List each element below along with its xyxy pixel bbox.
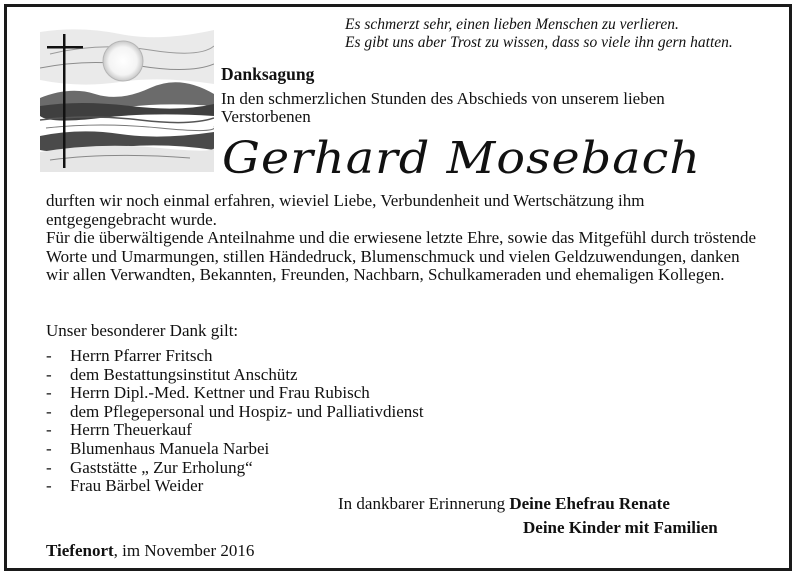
- place: Tiefenort: [46, 541, 114, 560]
- date: , im November 2016: [113, 541, 255, 560]
- list-item: - Herrn Theuerkauf: [46, 420, 192, 440]
- list-bullet: -: [46, 438, 52, 458]
- special-thanks-heading: Unser besonderer Dank gilt:: [46, 321, 239, 340]
- list-item: - dem Pflegepersonal und Hospiz- und Palliativdienst: [46, 401, 424, 421]
- signature-family: Deine Kinder mit Familien: [523, 518, 718, 537]
- gratitude-paragraph-1: durften wir noch einmal erfahren, wieviel Liebe, Verbundenheit und Wertschätzung ihm entgegengebracht wurde.: [46, 191, 645, 229]
- gratitude-text: [46, 192, 766, 285]
- list-bullet: -: [46, 346, 52, 365]
- list-item: - Frau Bärbel Weider: [46, 476, 204, 496]
- memorial-quote: [345, 16, 733, 52]
- list-item: - Blumenhaus Manuela Narbei: [46, 438, 270, 458]
- list-bullet: -: [46, 383, 52, 403]
- landscape-cross-illustration: [40, 24, 214, 172]
- place-date: [46, 541, 254, 561]
- gratitude-paragraph-2: Für die überwältigende Anteilnahme und die erwiesene letzte Ehre, sowie das Mitgefühl durch tröstende Worte und Umarmungen, stillen Händedruck, Blumenschmuck und vielen Geldzuwendungen, danken wir allen Verwandten, Bekannten, Freunden, Nachbarn, Schulkameraden und ehemaligen Kollegen.: [46, 228, 756, 285]
- list-item: - Herrn Dipl.-Med. Kettner und Frau Rubisch: [46, 383, 370, 403]
- closing-line: [338, 494, 670, 514]
- list-bullet: -: [46, 420, 52, 440]
- intro-text: In den schmerzlichen Stunden des Abschieds von unserem lieben Verstorbenen: [221, 89, 665, 126]
- closing-prefix: In dankbarer Erinnerung: [338, 494, 506, 513]
- list-item: - Herrn Pfarrer Fritsch: [46, 346, 213, 365]
- thanks-list: [46, 347, 424, 496]
- quote-line-2: Es gibt uns aber Trost zu wissen, dass so viele ihn gern hatten.: [345, 34, 733, 51]
- list-bullet: -: [46, 364, 52, 384]
- cross-icon: [63, 34, 66, 168]
- notice-heading: Danksagung: [221, 64, 315, 84]
- list-bullet: -: [46, 457, 52, 477]
- quote-line-1: Es schmerzt sehr, einen lieben Menschen zu verlieren.: [345, 16, 679, 33]
- list-item: - Gaststätte „ Zur Erholung“: [46, 457, 253, 477]
- signature-spouse: Deine Ehefrau Renate: [509, 494, 670, 513]
- list-item: - dem Bestattungsinstitut Anschütz: [46, 364, 298, 384]
- deceased-name: Gerhard Mosebach: [222, 133, 702, 184]
- list-bullet: -: [46, 401, 52, 421]
- list-bullet: -: [46, 476, 52, 496]
